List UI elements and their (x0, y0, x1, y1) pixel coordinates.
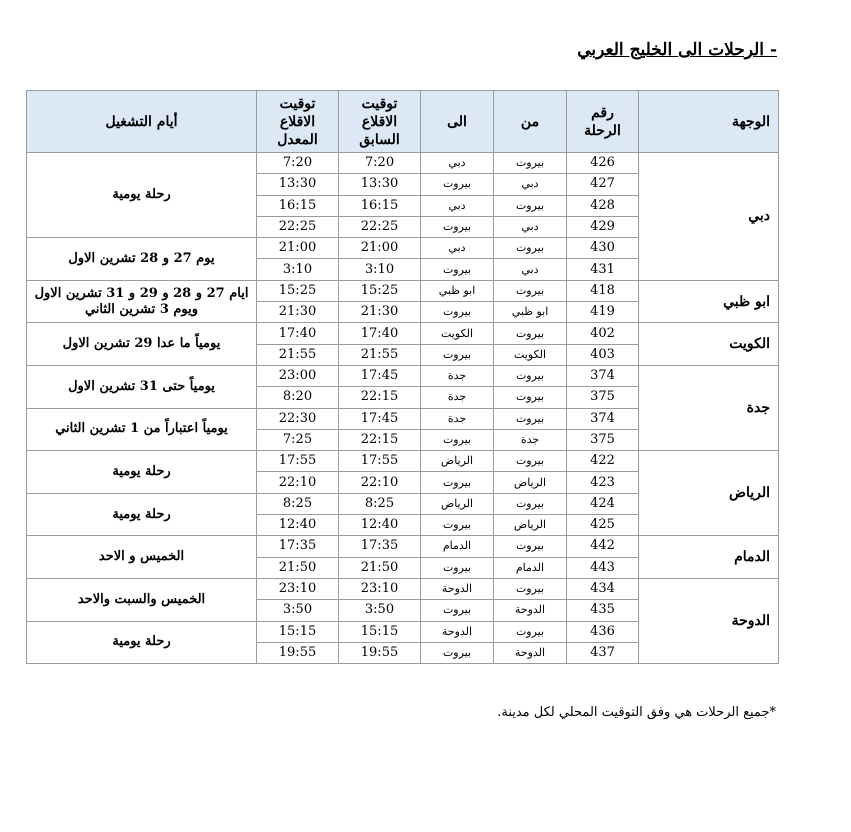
flight-number-cell: 423 (567, 472, 639, 493)
destination-cell: الدوحة (639, 578, 779, 663)
header-from: من (494, 91, 567, 153)
flight-number-cell: 403 (567, 344, 639, 365)
origin-cell: بيروت (494, 153, 567, 174)
previous-time-cell: 12:40 (339, 515, 421, 536)
arrival-cell: بيروت (421, 429, 494, 450)
arrival-cell: جدة (421, 365, 494, 386)
flight-number-cell: 402 (567, 323, 639, 344)
new-time-cell: 21:00 (257, 238, 339, 259)
previous-time-cell: 22:15 (339, 429, 421, 450)
new-time-cell: 3:10 (257, 259, 339, 280)
arrival-cell: الرياض (421, 493, 494, 514)
flight-number-cell: 437 (567, 642, 639, 663)
arrival-cell: جدة (421, 387, 494, 408)
operating-days-cell: رحلة يومية (27, 621, 257, 664)
operating-days-cell: يومياً ما عدا 29 تشرين الاول (27, 323, 257, 366)
origin-cell: بيروت (494, 323, 567, 344)
new-time-cell: 8:20 (257, 387, 339, 408)
origin-cell: دبي (494, 174, 567, 195)
destination-cell: الكويت (639, 323, 779, 366)
new-time-cell: 21:55 (257, 344, 339, 365)
previous-time-cell: 23:10 (339, 578, 421, 599)
flight-number-cell: 436 (567, 621, 639, 642)
previous-time-cell: 13:30 (339, 174, 421, 195)
table-row (27, 365, 779, 386)
previous-time-cell: 21:30 (339, 302, 421, 323)
flights-table (26, 90, 779, 664)
new-time-cell: 3:50 (257, 600, 339, 621)
table-body (27, 153, 779, 664)
flight-number-cell: 425 (567, 515, 639, 536)
origin-cell: الدوحة (494, 600, 567, 621)
flight-number-cell: 443 (567, 557, 639, 578)
previous-time-cell: 22:15 (339, 387, 421, 408)
destination-cell: الرياض (639, 451, 779, 536)
flight-number-cell: 428 (567, 195, 639, 216)
origin-cell: الدمام (494, 557, 567, 578)
table-row (27, 323, 779, 344)
new-time-cell: 7:20 (257, 153, 339, 174)
arrival-cell: دبي (421, 153, 494, 174)
arrival-cell: الرياض (421, 451, 494, 472)
operating-days-cell: ايام 27 و 28 و 29 و 31 تشرين الاول ويوم 3 تشرين الثاني (27, 280, 257, 323)
table-header-row (27, 91, 779, 153)
arrival-cell: الكويت (421, 323, 494, 344)
new-time-cell: 8:25 (257, 493, 339, 514)
new-time-cell: 16:15 (257, 195, 339, 216)
origin-cell: الرياض (494, 472, 567, 493)
previous-time-cell: 15:25 (339, 280, 421, 301)
previous-time-cell: 21:55 (339, 344, 421, 365)
origin-cell: دبي (494, 259, 567, 280)
flight-number-cell: 430 (567, 238, 639, 259)
arrival-cell: بيروت (421, 515, 494, 536)
previous-time-cell: 15:15 (339, 621, 421, 642)
arrival-cell: دبي (421, 195, 494, 216)
origin-cell: بيروت (494, 195, 567, 216)
origin-cell: بيروت (494, 536, 567, 557)
arrival-cell: بيروت (421, 174, 494, 195)
new-time-cell: 21:30 (257, 302, 339, 323)
arrival-cell: بيروت (421, 557, 494, 578)
operating-days-cell: يومياً حتى 31 تشرين الاول (27, 365, 257, 408)
previous-time-cell: 22:25 (339, 216, 421, 237)
previous-time-cell: 21:00 (339, 238, 421, 259)
origin-cell: بيروت (494, 387, 567, 408)
arrival-cell: جدة (421, 408, 494, 429)
table-row (27, 536, 779, 557)
previous-time-cell: 21:50 (339, 557, 421, 578)
destination-cell: دبي (639, 153, 779, 281)
flight-number-cell: 427 (567, 174, 639, 195)
new-time-cell: 21:50 (257, 557, 339, 578)
previous-time-cell: 3:50 (339, 600, 421, 621)
footnote: *جميع الرحلات هي وفق التوقيت المحلي لكل مدينة. (497, 705, 776, 720)
origin-cell: بيروت (494, 365, 567, 386)
arrival-cell: بيروت (421, 259, 494, 280)
header-days: أيام التشغيل (27, 91, 257, 153)
operating-days-cell: الخميس والسبت والاحد (27, 578, 257, 621)
destination-cell: ابو ظبي (639, 280, 779, 323)
origin-cell: ابو ظبي (494, 302, 567, 323)
arrival-cell: بيروت (421, 472, 494, 493)
previous-time-cell: 16:15 (339, 195, 421, 216)
table-row (27, 153, 779, 174)
table-row (27, 451, 779, 472)
new-time-cell: 17:40 (257, 323, 339, 344)
origin-cell: الرياض (494, 515, 567, 536)
flight-number-cell: 374 (567, 365, 639, 386)
flight-number-cell: 435 (567, 600, 639, 621)
new-time-cell: 22:25 (257, 216, 339, 237)
origin-cell: بيروت (494, 280, 567, 301)
previous-time-cell: 17:55 (339, 451, 421, 472)
table-row (27, 578, 779, 599)
flight-number-cell: 422 (567, 451, 639, 472)
operating-days-cell: الخميس و الاحد (27, 536, 257, 579)
previous-time-cell: 3:10 (339, 259, 421, 280)
new-time-cell: 22:10 (257, 472, 339, 493)
arrival-cell: الدوحة (421, 578, 494, 599)
origin-cell: بيروت (494, 238, 567, 259)
flight-number-cell: 375 (567, 429, 639, 450)
flight-number-cell: 431 (567, 259, 639, 280)
operating-days-cell: يوم 27 و 28 تشرين الاول (27, 238, 257, 281)
flight-number-cell: 424 (567, 493, 639, 514)
new-time-cell: 15:25 (257, 280, 339, 301)
destination-cell: جدة (639, 365, 779, 450)
previous-time-cell: 7:20 (339, 153, 421, 174)
previous-time-cell: 8:25 (339, 493, 421, 514)
new-time-cell: 13:30 (257, 174, 339, 195)
new-time-cell: 15:15 (257, 621, 339, 642)
page-title: - الرحلات الى الخليج العربي (577, 40, 777, 60)
previous-time-cell: 22:10 (339, 472, 421, 493)
arrival-cell: دبي (421, 238, 494, 259)
arrival-cell: بيروت (421, 302, 494, 323)
header-destination: الوجهة (639, 91, 779, 153)
flight-number-cell: 434 (567, 578, 639, 599)
origin-cell: الدوحة (494, 642, 567, 663)
flight-number-cell: 375 (567, 387, 639, 408)
new-time-cell: 7:25 (257, 429, 339, 450)
operating-days-cell: رحلة يومية (27, 451, 257, 494)
header-to: الى (421, 91, 494, 153)
new-time-cell: 22:30 (257, 408, 339, 429)
arrival-cell: بيروت (421, 600, 494, 621)
origin-cell: دبي (494, 216, 567, 237)
flight-number-cell: 418 (567, 280, 639, 301)
arrival-cell: بيروت (421, 344, 494, 365)
previous-time-cell: 17:40 (339, 323, 421, 344)
flight-number-cell: 374 (567, 408, 639, 429)
origin-cell: بيروت (494, 451, 567, 472)
header-flight-no: رقم الرحلة (567, 91, 639, 153)
origin-cell: بيروت (494, 578, 567, 599)
previous-time-cell: 17:45 (339, 365, 421, 386)
operating-days-cell: رحلة يومية (27, 153, 257, 238)
operating-days-cell: يومياً اعتباراً من 1 تشرين الثاني (27, 408, 257, 451)
new-time-cell: 12:40 (257, 515, 339, 536)
previous-time-cell: 19:55 (339, 642, 421, 663)
new-time-cell: 19:55 (257, 642, 339, 663)
origin-cell: بيروت (494, 408, 567, 429)
new-time-cell: 17:55 (257, 451, 339, 472)
arrival-cell: بيروت (421, 642, 494, 663)
previous-time-cell: 17:35 (339, 536, 421, 557)
arrival-cell: ابو ظبي (421, 280, 494, 301)
header-new-time: توقيت الاقلاع المعدل (257, 91, 339, 153)
new-time-cell: 17:35 (257, 536, 339, 557)
new-time-cell: 23:10 (257, 578, 339, 599)
header-prev-time: توقيت الاقلاع السابق (339, 91, 421, 153)
new-time-cell: 23:00 (257, 365, 339, 386)
operating-days-cell: رحلة يومية (27, 493, 257, 536)
arrival-cell: بيروت (421, 216, 494, 237)
flight-number-cell: 442 (567, 536, 639, 557)
origin-cell: بيروت (494, 621, 567, 642)
origin-cell: الكويت (494, 344, 567, 365)
table-row (27, 280, 779, 301)
origin-cell: بيروت (494, 493, 567, 514)
flight-number-cell: 419 (567, 302, 639, 323)
previous-time-cell: 17:45 (339, 408, 421, 429)
flight-number-cell: 426 (567, 153, 639, 174)
arrival-cell: الدوحة (421, 621, 494, 642)
origin-cell: جدة (494, 429, 567, 450)
flight-number-cell: 429 (567, 216, 639, 237)
destination-cell: الدمام (639, 536, 779, 579)
arrival-cell: الدمام (421, 536, 494, 557)
